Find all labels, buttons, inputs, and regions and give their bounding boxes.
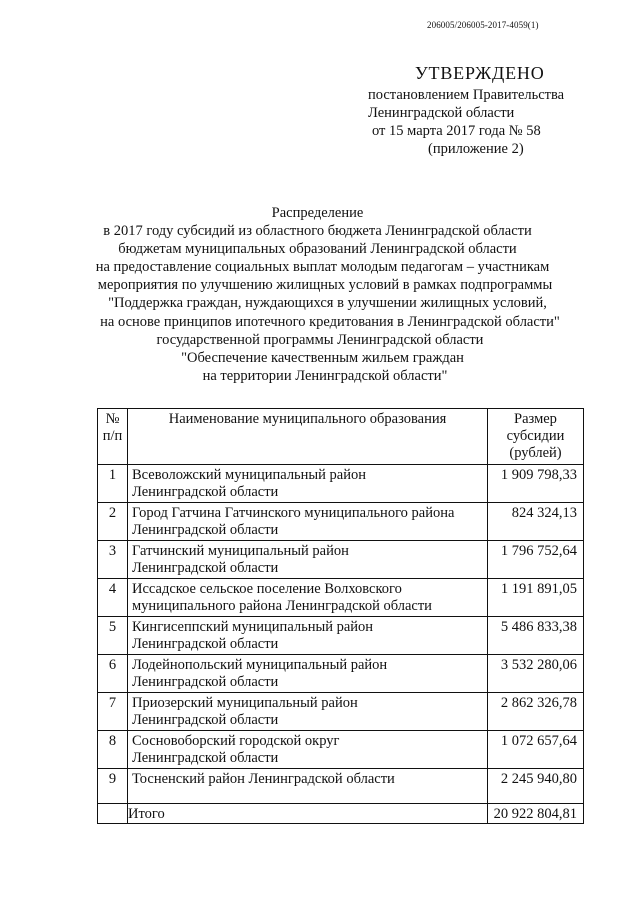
document-id: 206005/206005-2017-4059(1): [427, 20, 539, 30]
row-num: 4: [98, 579, 128, 617]
table-row: [98, 541, 584, 579]
row-num: 2: [98, 503, 128, 541]
heading-line: "Обеспечение качественным жильем граждан: [181, 349, 464, 366]
total-label: Итого: [128, 804, 488, 824]
row-sum: 3 532 280,06: [488, 655, 584, 693]
row-name: Лодейнопольский муниципальный район Ленинградской области: [128, 655, 488, 693]
header-name: Наименование муниципального образования: [128, 409, 488, 465]
row-num: 9: [98, 769, 128, 804]
row-sum: 1 796 752,64: [488, 541, 584, 579]
approval-title: УТВЕРЖДЕНО: [415, 63, 545, 83]
total-num-cell: [98, 804, 128, 824]
table-row: [98, 693, 584, 731]
heading-line: на основе принципов ипотечного кредитования в Ленинградской области": [100, 313, 560, 330]
table-row: [98, 503, 584, 541]
table-total-row: [98, 804, 584, 824]
row-name: Иссадское сельское поселение Волховского муниципального района Ленинградской области: [128, 579, 488, 617]
table-row: [98, 655, 584, 693]
document-heading: [0, 204, 640, 385]
row-sum: 1 191 891,05: [488, 579, 584, 617]
row-name: Гатчинский муниципальный район Ленинградской области: [128, 541, 488, 579]
row-sum: 2 245 940,80: [488, 769, 584, 804]
row-sum: 824 324,13: [488, 503, 584, 541]
subsidy-table: [97, 408, 584, 824]
approval-line: Ленинградской области: [368, 105, 515, 121]
heading-line: в 2017 году субсидий из областного бюджета Ленинградской области: [103, 223, 532, 240]
row-num: 3: [98, 541, 128, 579]
heading-line: мероприятия по улучшению жилищных условий в рамках подпрограммы: [97, 277, 553, 294]
table-row: [98, 617, 584, 655]
row-num: 7: [98, 693, 128, 731]
heading-line: государственной программы Ленинградской области: [156, 331, 484, 348]
row-name: Сосновоборский городской округ Ленинградской области: [128, 731, 488, 769]
header-num: № п/п: [98, 409, 128, 465]
approval-appendix: (приложение 2): [428, 141, 524, 157]
approval-line: постановлением Правительства: [368, 87, 565, 103]
row-sum: 2 862 326,78: [488, 693, 584, 731]
heading-line: на предоставление социальных выплат молодым педагогам – участникам: [95, 259, 550, 276]
approval-line: от 15 марта 2017 года № 58: [372, 123, 541, 139]
row-name: Кингисеппский муниципальный район Ленинградской области: [128, 617, 488, 655]
total-sum: 20 922 804,81: [488, 804, 584, 824]
row-num: 8: [98, 731, 128, 769]
row-sum: 5 486 833,38: [488, 617, 584, 655]
row-name: Тосненский район Ленинградской области: [128, 769, 488, 804]
row-sum: 1 072 657,64: [488, 731, 584, 769]
row-name: Всеволожский муниципальный район Ленинградской области: [128, 465, 488, 503]
heading-line: "Поддержка граждан, нуждающихся в улучшении жилищных условий,: [108, 295, 547, 312]
row-name: Город Гатчина Гатчинского муниципального района Ленинградской области: [128, 503, 488, 541]
table-row: [98, 769, 584, 804]
row-sum: 1 909 798,33: [488, 465, 584, 503]
heading-line: бюджетам муниципальных образований Ленинградской области: [118, 241, 517, 258]
table-row: [98, 731, 584, 769]
row-name: Приозерский муниципальный район Ленинградской области: [128, 693, 488, 731]
row-num: 6: [98, 655, 128, 693]
approval-block: [360, 64, 610, 158]
table-header-row: [98, 409, 584, 465]
heading-line: Распределение: [271, 205, 364, 221]
table-row: [98, 579, 584, 617]
header-sum: Размер субсидии (рублей): [488, 409, 584, 465]
heading-line: на территории Ленинградской области": [202, 367, 448, 384]
row-num: 1: [98, 465, 128, 503]
table-row: [98, 465, 584, 503]
row-num: 5: [98, 617, 128, 655]
